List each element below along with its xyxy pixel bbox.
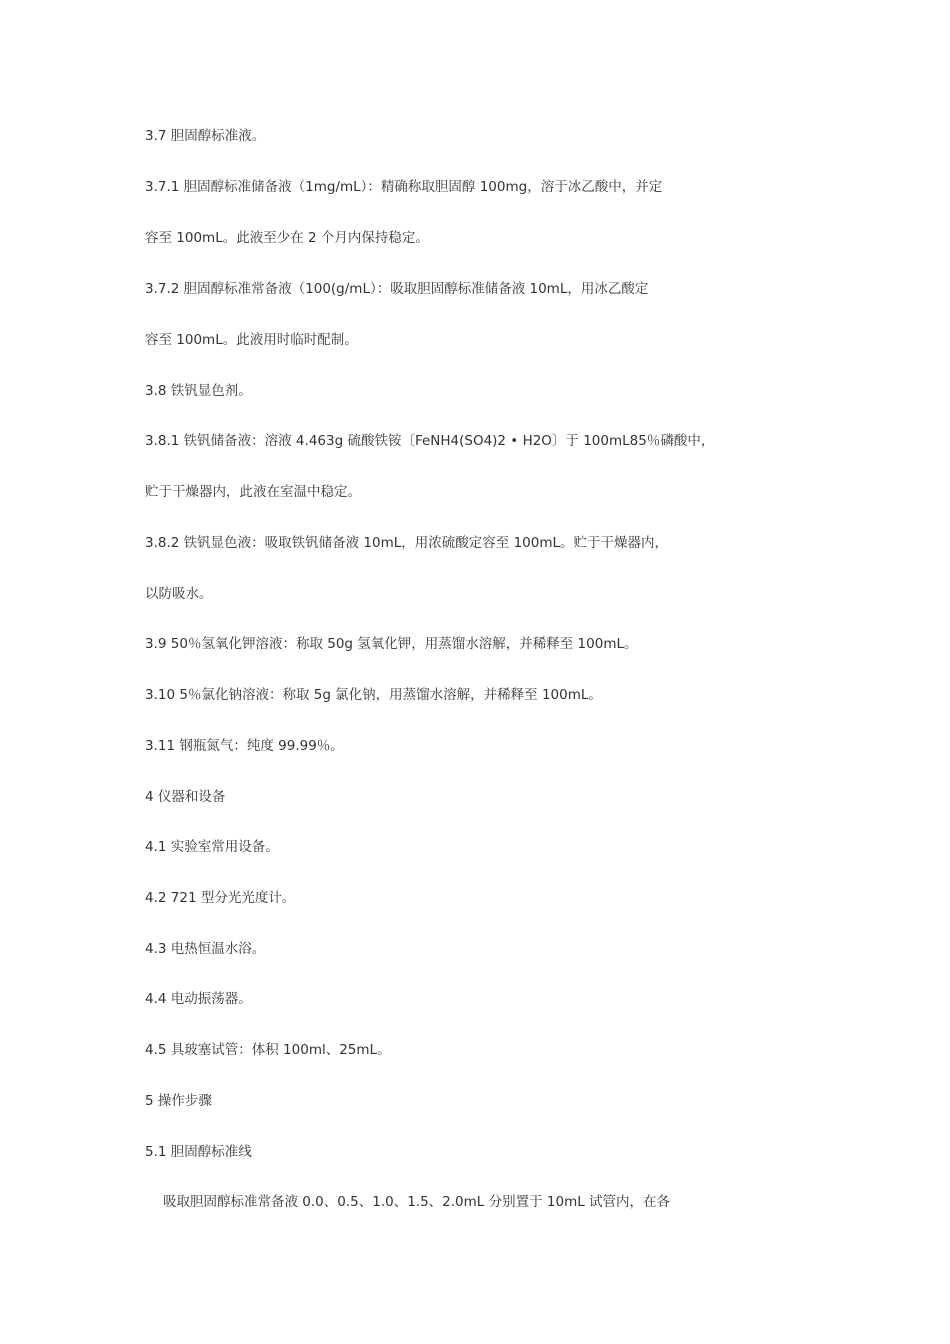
paragraph-5-1-line-1: 吸取胆固醇标准常备液 0.0、0.5、1.0、1.5、2.0mL 分别置于 10mL 试管内，在各 <box>163 1194 671 1210</box>
paragraph-3-9: 3.9 50％氢氧化钾溶液：称取 50g 氢氧化钾，用蒸馏水溶解，并稀释至 100mL。 <box>145 636 638 652</box>
paragraph-3-8-1-line-2: 贮于干燥器内，此液在室温中稳定。 <box>145 484 361 500</box>
section-4-heading: 4 仪器和设备 <box>145 789 226 805</box>
paragraph-3-10: 3.10 5％氯化钠溶液：称取 5g 氯化钠，用蒸馏水溶解，并稀释至 100mL。 <box>145 687 602 703</box>
section-3-7-heading: 3.7 胆固醇标准液。 <box>145 128 266 144</box>
paragraph-3-7-2-line-1: 3.7.2 胆固醇标准常备液（100(g/mL）：吸取胆固醇标准储备液 10mL，用冰乙酸定 <box>145 281 649 297</box>
item-4-4: 4.4 电动振荡器。 <box>145 991 252 1007</box>
paragraph-3-7-1-line-2: 容至 100mL。此液至少在 2 个月内保持稳定。 <box>145 230 429 246</box>
paragraph-3-7-1-line-1: 3.7.1 胆固醇标准储备液（1mg/mL）：精确称取胆固醇 100mg，溶于冰乙酸中，并定 <box>145 179 663 195</box>
paragraph-3-8-2-line-2: 以防吸水。 <box>145 586 213 602</box>
section-3-8-heading: 3.8 铁钒显色剂。 <box>145 383 252 399</box>
item-4-1: 4.1 实验室常用设备。 <box>145 839 279 855</box>
item-4-2: 4.2 721 型分光光度计。 <box>145 890 296 906</box>
paragraph-3-8-2-line-1: 3.8.2 铁钒显色液：吸取铁钒储备液 10mL，用浓硫酸定容至 100mL。贮于干燥器内， <box>145 535 669 551</box>
section-5-1-heading: 5.1 胆固醇标准线 <box>145 1144 252 1160</box>
paragraph-3-7-2-line-2: 容至 100mL。此液用时临时配制。 <box>145 332 358 348</box>
item-4-5: 4.5 具玻塞试管：体积 100ml、25mL。 <box>145 1042 391 1058</box>
paragraph-3-11: 3.11 钢瓶氮气：纯度 99.99％。 <box>145 738 344 754</box>
section-5-heading: 5 操作步骤 <box>145 1093 212 1109</box>
paragraph-3-8-1-line-1: 3.8.1 铁钒储备液：溶液 4.463g 硫酸铁铵〔FeNH4(SO4)2 • H2O〕于 100mL85％磷酸中， <box>145 433 715 449</box>
item-4-3: 4.3 电热恒温水浴。 <box>145 941 266 957</box>
